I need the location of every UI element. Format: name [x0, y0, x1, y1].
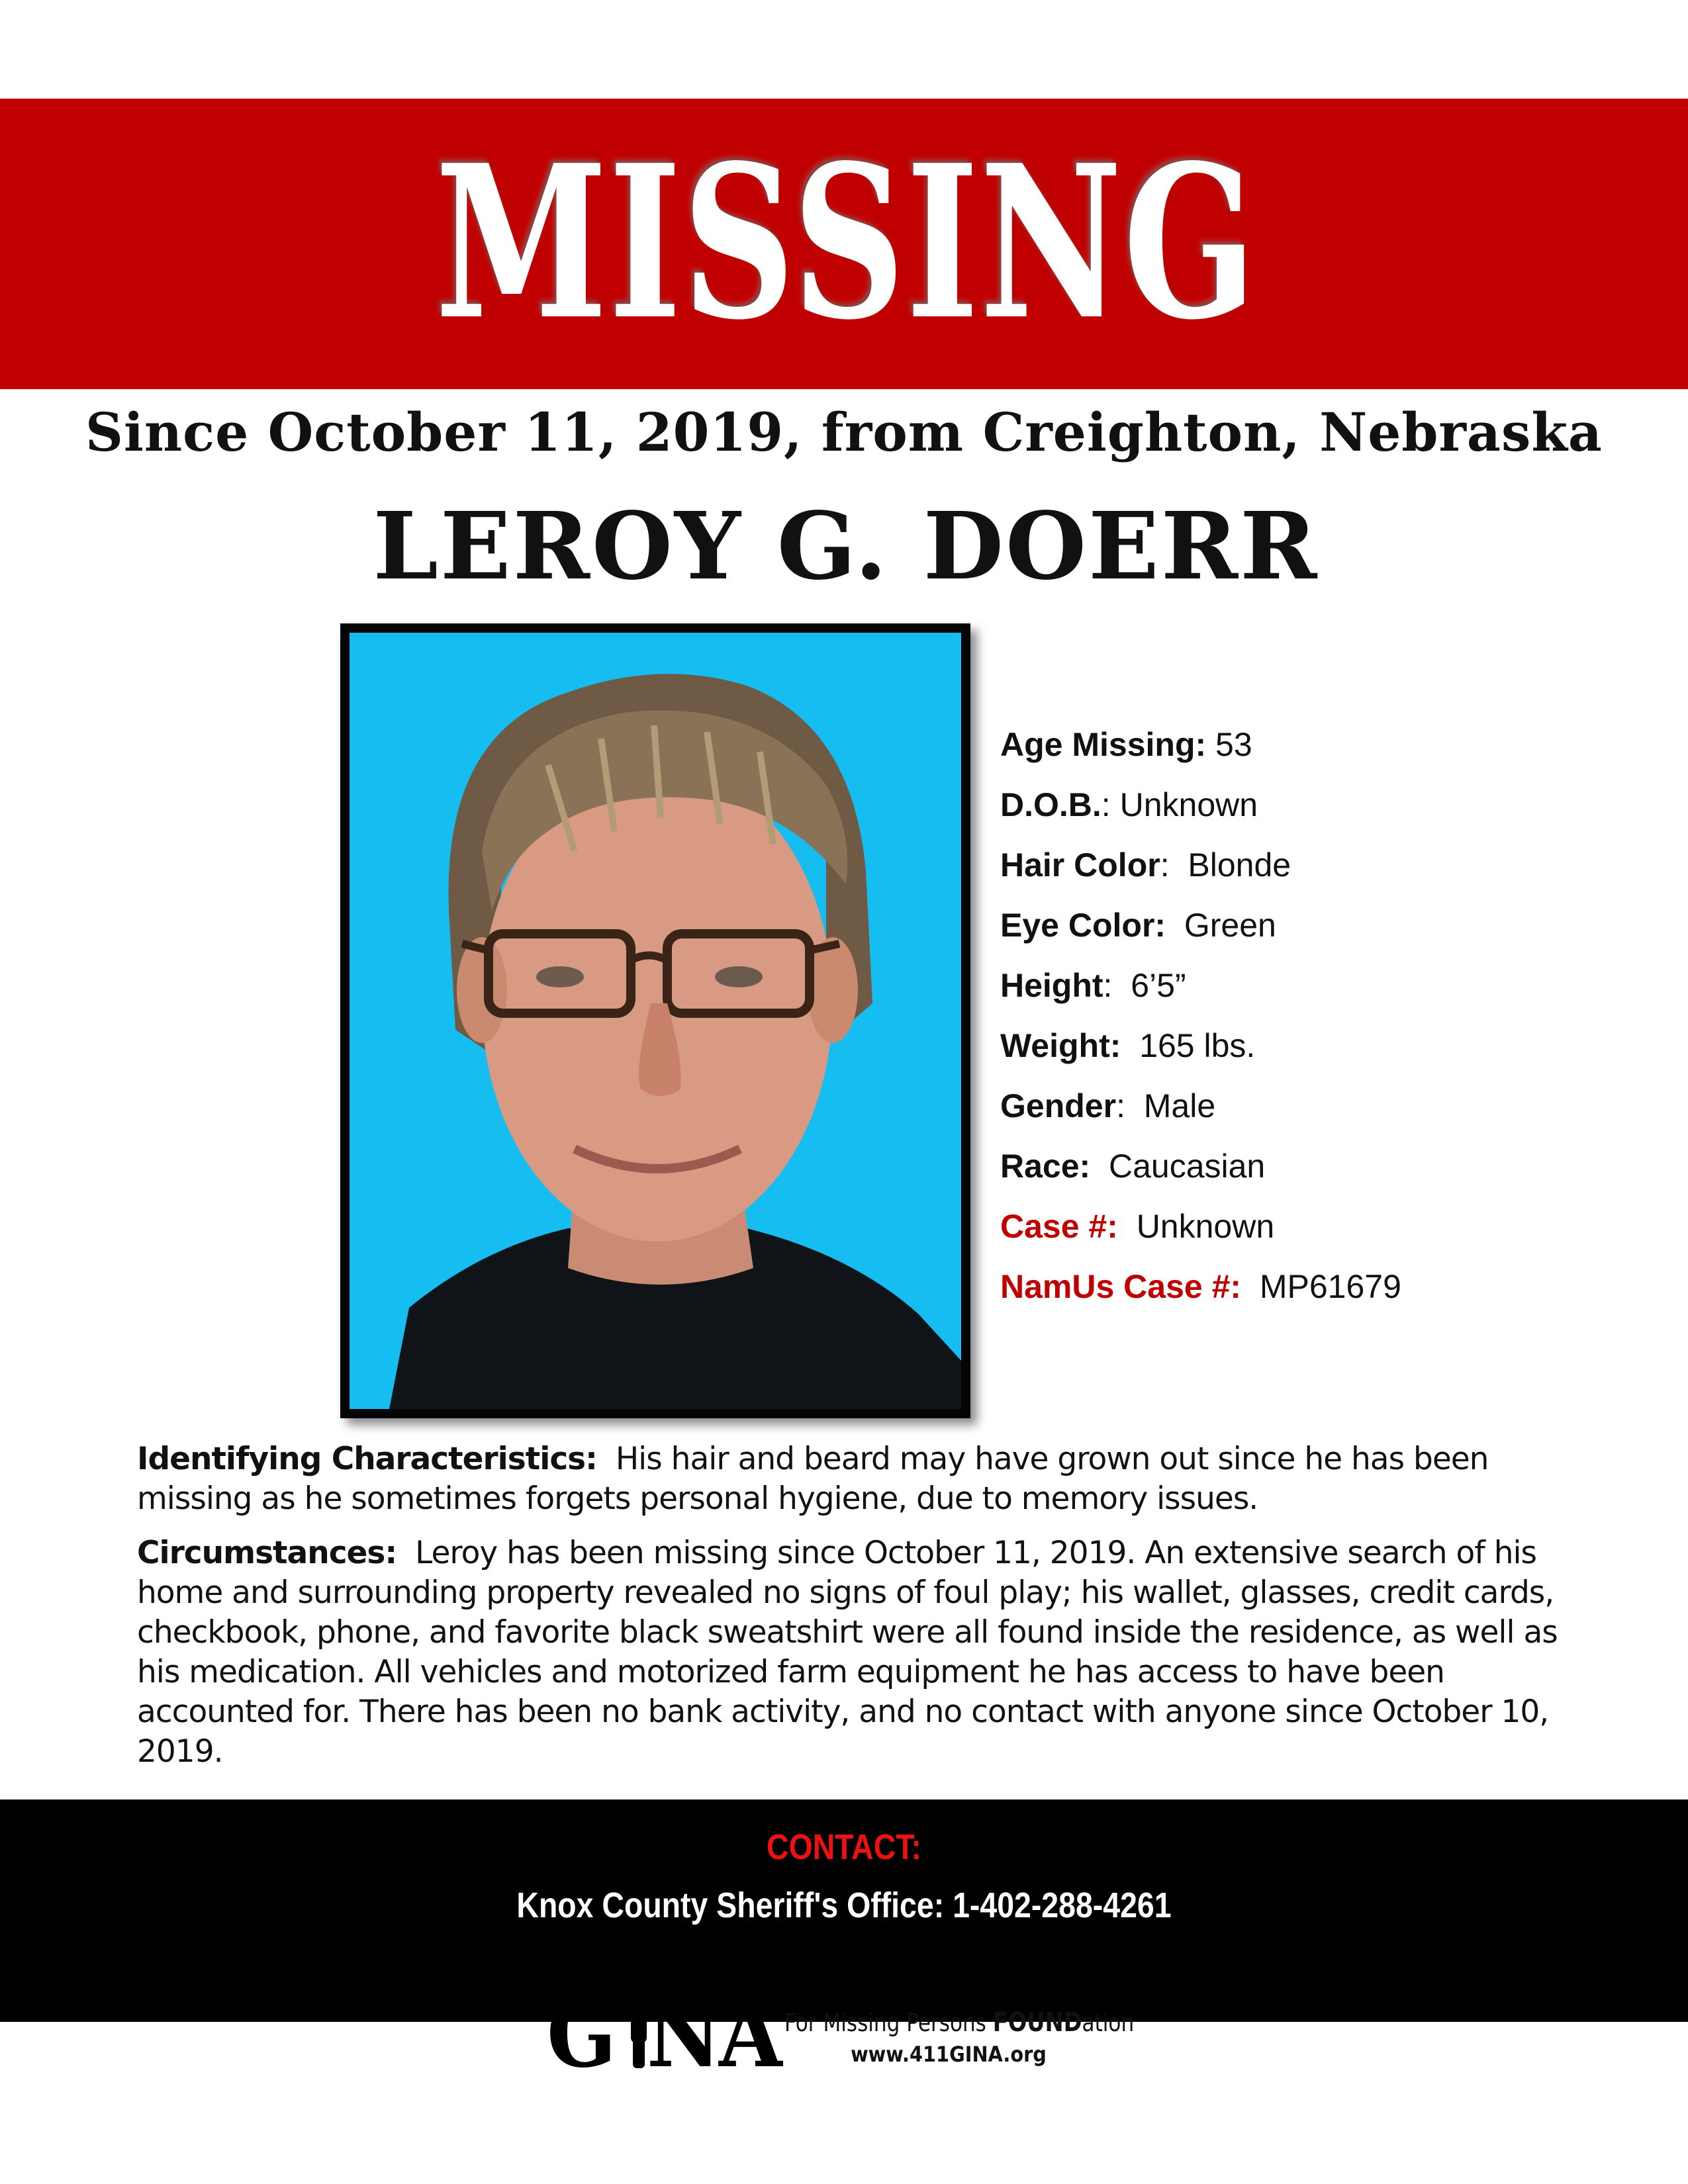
person-photo: [340, 623, 970, 1418]
detail-label: Gender: [1000, 1087, 1117, 1124]
banner-title: MISSING: [435, 118, 1258, 366]
detail-value: 53: [1215, 726, 1252, 763]
contact-label: CONTACT:: [767, 1827, 921, 1867]
detail-label: Eye Color: [1000, 907, 1155, 944]
person-icon: [628, 1999, 650, 2068]
detail-value: Male: [1143, 1087, 1216, 1124]
detail-value: Caucasian: [1108, 1148, 1266, 1185]
gina-logo: [547, 1980, 1182, 2089]
detail-weight: Weight: 165 lbs.: [1000, 1027, 1256, 1064]
contact-phone: Knox County Sheriff's Office: 1-402-288-4261: [516, 1886, 1172, 1925]
gina-tagline: For Missing Persons FOUNDation: [784, 2007, 1135, 2038]
detail-value: Unknown: [1119, 786, 1258, 823]
gina-website-link[interactable]: www.411GINA.org: [851, 2042, 1047, 2067]
detail-label: Weight: [1000, 1027, 1110, 1064]
detail-value: Green: [1184, 907, 1276, 944]
portrait-image: [350, 633, 961, 1409]
missing-since-subtitle: Since October 11, 2019, from Creighton, Nebraska: [85, 401, 1603, 463]
detail-namus-case-number: NamUs Case #: MP61679: [1000, 1268, 1401, 1305]
contact-bar: [0, 1799, 1688, 2022]
circumstances-text: Leroy has been missing since October 11, 2019. An extensive search of his home and surrounding property revealed no signs of foul play; his wallet, glasses, credit cards, checkbook, phone, and favorite black sweatshirt were all found inside the residence, as well as his medication. All vehicles and motorized farm equipment he has access to have been accounted for. There has been no bank activity, and no contact with anyone since October 10, 2019.: [137, 1535, 1558, 1770]
detail-value: Unknown: [1136, 1208, 1275, 1245]
detail-value: Blonde: [1188, 846, 1291, 884]
detail-dob: D.O.B.: Unknown: [1000, 786, 1258, 823]
detail-value: 165 lbs.: [1139, 1027, 1256, 1064]
detail-label: Race: [1000, 1148, 1080, 1185]
details-list: [1000, 715, 1401, 1317]
gina-wordmark: G NA: [547, 1980, 780, 2089]
identifying-text: His hair and beard may have grown out since he has been missing as he sometimes forgets personal hygiene, due to memory issues.: [137, 1441, 1489, 1517]
detail-gender: Gender: Male: [1000, 1087, 1216, 1124]
detail-label: Case #: [1000, 1208, 1107, 1245]
detail-hair-color: Hair Color: Blonde: [1000, 846, 1291, 884]
detail-label: Hair Color: [1000, 846, 1160, 884]
detail-label: NamUs Case #: [1000, 1268, 1231, 1305]
detail-label: Height: [1000, 967, 1103, 1004]
detail-age: Age Missing: 53: [1000, 726, 1252, 763]
detail-label: D.O.B.: [1000, 786, 1102, 823]
detail-eye-color: Eye Color: Green: [1000, 907, 1276, 944]
detail-case-number: Case #: Unknown: [1000, 1208, 1275, 1245]
identifying-characteristics: [137, 1439, 1580, 1519]
detail-value: 6’5”: [1131, 967, 1186, 1004]
identifying-label: Identifying Characteristics:: [137, 1441, 597, 1477]
detail-height: Height: 6’5”: [1000, 967, 1186, 1004]
detail-value: MP61679: [1259, 1268, 1401, 1305]
circumstances-label: Circumstances:: [137, 1535, 397, 1571]
case-description: [137, 1439, 1580, 1786]
detail-race: Race: Caucasian: [1000, 1148, 1266, 1185]
person-name: LEROY G. DOERR: [373, 492, 1319, 601]
missing-banner: [0, 99, 1688, 389]
detail-label: Age Missing: [1000, 726, 1196, 763]
circumstances: [137, 1533, 1580, 1772]
